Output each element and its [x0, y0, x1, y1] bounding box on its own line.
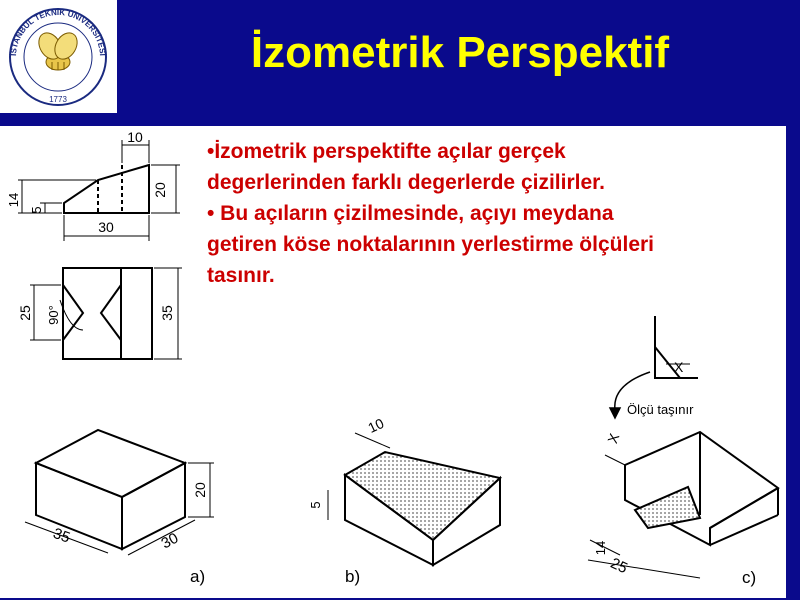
slide-title: İzometrik Perspektif [250, 28, 670, 77]
dim-90-front: 90° [46, 305, 61, 325]
figure-b-label: b) [345, 567, 361, 586]
dim-20-top: 20 [152, 182, 168, 198]
dim-30-iso: 30 [158, 529, 182, 553]
dim-x-iso: X [604, 431, 623, 446]
dim-14-top: 14 [6, 192, 21, 208]
transfer-note: Ölçü taşınır [627, 402, 694, 417]
figure-a-label: a) [190, 567, 206, 586]
dim-30-top: 30 [98, 219, 114, 235]
dim-35-iso: 35 [50, 524, 73, 547]
dim-20-iso: 20 [192, 482, 208, 498]
figure-c-label: c) [742, 568, 757, 587]
logo-year: 1773 [49, 95, 67, 104]
dim-10-wedge: 10 [365, 414, 387, 437]
iso-wedge-drawing [328, 433, 500, 565]
bullet-item: •İzometrik perspektifte açılar gerçek degerlerinden farklı degerlerde çizilirler. [207, 140, 605, 194]
dim-14-cut: 14 [593, 540, 608, 556]
bee-logo-icon [34, 29, 81, 70]
dim-25-front: 25 [17, 305, 33, 321]
bullet-list [207, 136, 677, 291]
dim-10-top: 10 [127, 129, 143, 145]
bullet-item: • Bu açıların çizilmesinde, açıyı meydana getiren köse noktalarının yerlestirme ölçüleri tasınır. [207, 202, 654, 287]
dim-35-front: 35 [159, 305, 175, 321]
dim-x-detail: X [674, 359, 684, 375]
dim-5-top: 5 [29, 206, 44, 214]
dim-5-wedge: 5 [308, 501, 323, 509]
logo-text: İSTANBUL TEKNİK ÜNİVERSİTESİ [9, 7, 107, 57]
university-logo [0, 0, 117, 113]
dim-25-cut: 25 [607, 554, 631, 578]
